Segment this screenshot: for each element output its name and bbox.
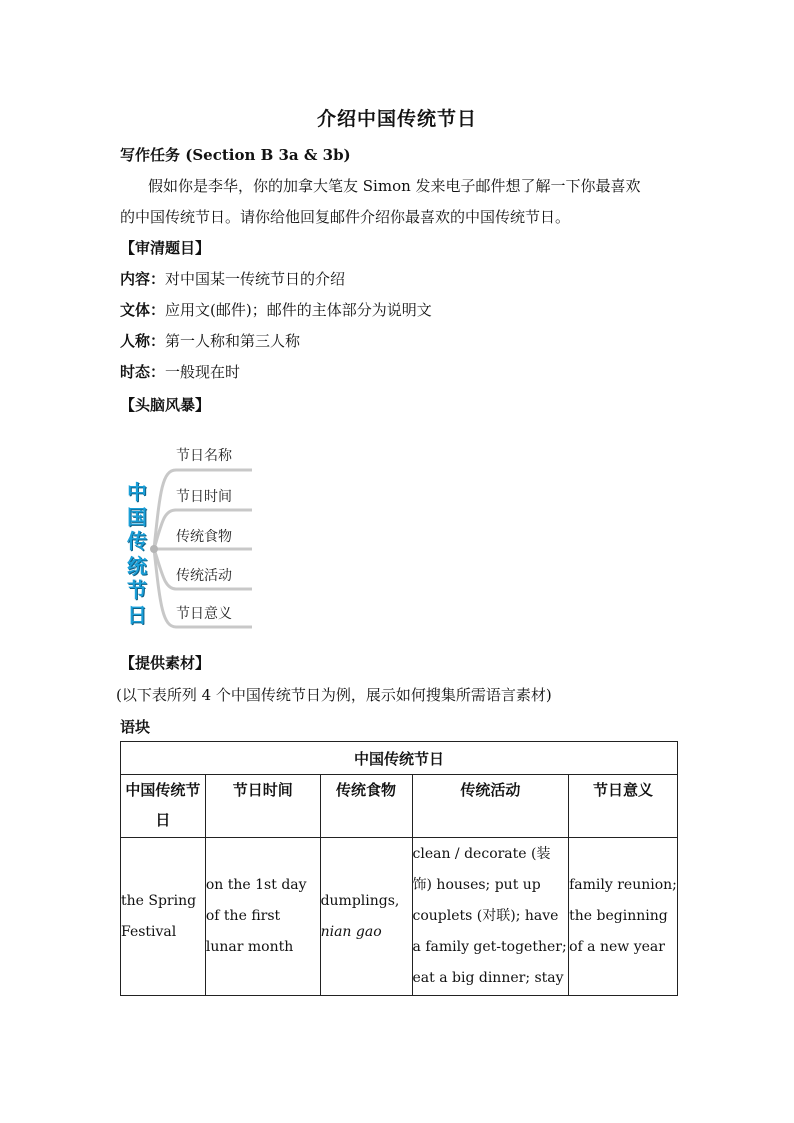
review-text: 应用文(邮件)；邮件的主体部分为说明文 xyxy=(165,301,432,319)
mind-map-center xyxy=(124,480,150,627)
review-label: 时态： xyxy=(120,363,166,381)
review-label: 内容： xyxy=(120,270,166,288)
header-time: 节日时间 xyxy=(205,775,320,838)
branch-festival-meaning: 节日意义 xyxy=(176,606,232,622)
center-char: 国 xyxy=(127,504,147,529)
center-char: 节 xyxy=(127,578,147,602)
cell-time: on the 1st day of the first lunar month xyxy=(205,838,320,996)
table-header-row xyxy=(121,775,678,838)
review-label: 文体： xyxy=(120,301,166,319)
header-festival: 中国传统节日 xyxy=(121,775,206,838)
table-row xyxy=(121,838,678,996)
materials-heading: 【提供素材】 xyxy=(120,654,211,672)
review-text: 对中国某一传统节日的介绍 xyxy=(165,270,346,288)
review-heading: 【审清题目】 xyxy=(120,239,211,257)
cell-festival: the Spring Festival xyxy=(121,838,206,996)
review-label: 人称： xyxy=(120,332,166,350)
review-item-tense xyxy=(120,361,240,382)
center-char: 日 xyxy=(127,602,147,627)
branch-festival-name: 节日名称 xyxy=(176,448,232,464)
branch-festival-time: 节日时间 xyxy=(176,489,232,505)
header-food: 传统食物 xyxy=(320,775,412,838)
review-item-person xyxy=(120,330,300,351)
page-title: 介绍中国传统节日 xyxy=(316,108,477,130)
task-paragraph-line-2: 的中国传统节日。请你给他回复邮件介绍你最喜欢的中国传统节日。 xyxy=(120,208,571,226)
cell-food xyxy=(320,838,412,996)
materials-note: (以下表所列 4 个中国传统节日为例，展示如何搜集所需语言素材) xyxy=(116,686,552,704)
task-heading: 写作任务 (Section B 3a & 3b) xyxy=(120,146,351,164)
branch-traditional-activities: 传统活动 xyxy=(176,568,232,584)
header-activities: 传统活动 xyxy=(412,775,569,838)
review-text: 一般现在时 xyxy=(165,363,241,381)
table-caption: 中国传统节日 xyxy=(121,742,678,775)
brainstorm-heading: 【头脑风暴】 xyxy=(120,396,211,414)
festival-table xyxy=(120,741,678,996)
cell-activities: clean / decorate (装饰) houses; put up couplets (对联); have a family get-together; eat a big dinner; stay xyxy=(412,838,569,996)
mind-map xyxy=(120,432,260,634)
chunk-label: 语块 xyxy=(120,718,151,736)
review-text: 第一人称和第三人称 xyxy=(165,332,301,350)
cell-meaning: family reunion; the beginning of a new year xyxy=(569,838,678,996)
branch-traditional-food: 传统食物 xyxy=(176,529,232,545)
review-item-content xyxy=(120,268,345,289)
header-meaning: 节日意义 xyxy=(569,775,678,838)
food-italic: nian gao xyxy=(320,923,382,940)
center-char: 传 xyxy=(127,529,147,553)
review-item-style xyxy=(120,299,432,320)
center-char: 中 xyxy=(127,480,147,504)
task-paragraph-line-1: 假如你是李华，你的加拿大笔友 Simon 发来电子邮件想了解一下你最喜欢 xyxy=(148,177,641,195)
center-char: 统 xyxy=(127,553,147,578)
food-plain: dumplings, xyxy=(320,892,400,909)
